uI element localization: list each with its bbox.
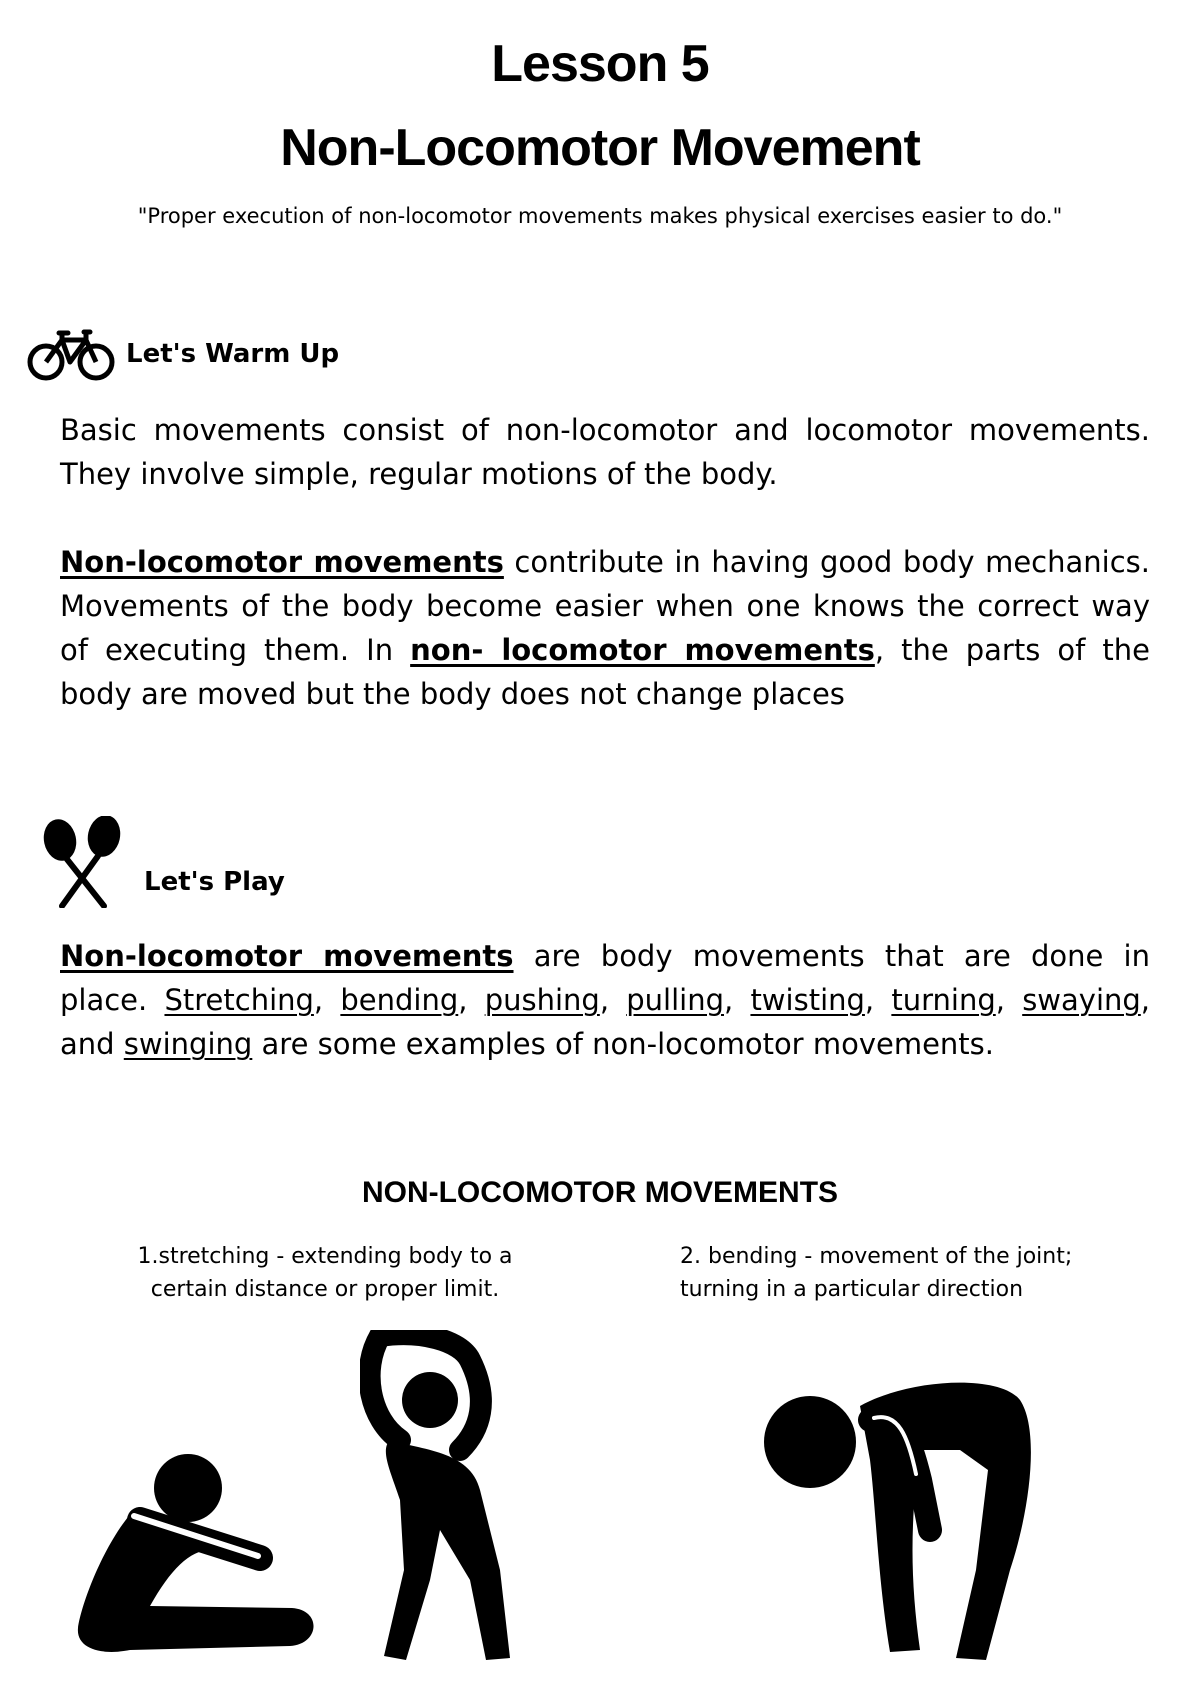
example-swinging: swinging bbox=[123, 1027, 253, 1061]
warm-up-text-2: , the parts of the body are moved but the body does not change places bbox=[60, 633, 1150, 711]
bicycle-icon bbox=[26, 324, 116, 384]
separator: , bbox=[458, 983, 485, 1017]
forward-bend-icon bbox=[760, 1370, 1050, 1670]
movement-item-stretching: 1.stretching - extending body to a certain distance or proper limit. bbox=[137, 1244, 513, 1302]
rackets-icon bbox=[40, 816, 126, 908]
separator: , and bbox=[60, 983, 1151, 1061]
separator: , bbox=[864, 983, 892, 1017]
example-stretching: Stretching bbox=[164, 983, 314, 1017]
movement-item-bending: 2. bending - movement of the joint; turning in a particular direction bbox=[680, 1244, 1073, 1302]
example-turning: turning bbox=[891, 983, 996, 1017]
term-non-locomotor-1: Non-locomotor movements bbox=[60, 545, 504, 579]
example-twisting: twisting bbox=[750, 983, 865, 1017]
example-swaying: swaying bbox=[1022, 983, 1141, 1017]
separator: , bbox=[313, 983, 341, 1017]
separator: , bbox=[599, 983, 627, 1017]
warm-up-paragraph-2 bbox=[60, 540, 1150, 716]
play-text-2: are some examples of non-locomotor movements. bbox=[252, 1027, 994, 1061]
movements-heading: NON-LOCOMOTOR MOVEMENTS bbox=[361, 1176, 839, 1209]
lesson-quote: "Proper execution of non-locomotor movements makes physical exercises easier to do." bbox=[137, 204, 1063, 228]
play-heading-text: Let's Play bbox=[144, 867, 285, 897]
example-bending: bending bbox=[340, 983, 459, 1017]
seated-stretch-icon bbox=[70, 1450, 330, 1660]
play-text-1: are body movements that are done in place. bbox=[60, 939, 1150, 1017]
warm-up-heading bbox=[26, 324, 339, 384]
play-heading bbox=[40, 816, 285, 908]
separator: , bbox=[724, 983, 751, 1017]
lesson-title: Lesson 5 bbox=[491, 35, 709, 93]
side-stretch-icon bbox=[360, 1330, 550, 1670]
term-non-locomotor-2: non- locomotor movements bbox=[410, 633, 875, 667]
separator: , bbox=[995, 983, 1023, 1017]
warm-up-paragraph-1: Basic movements consist of non-locomotor and locomotor movements. They involve simple, regular motions of the body. bbox=[60, 413, 1150, 491]
play-paragraph bbox=[60, 934, 1150, 1066]
topic-title: Non-Locomotor Movement bbox=[280, 119, 920, 177]
term-non-locomotor-3: Non-locomotor movements bbox=[60, 939, 514, 973]
warm-up-heading-text: Let's Warm Up bbox=[126, 339, 340, 369]
example-pushing: pushing bbox=[484, 983, 600, 1017]
example-pulling: pulling bbox=[626, 983, 724, 1017]
warm-up-text-1: contribute in having good body mechanics. Movements of the body become easier when one knows the correct way of executing them. In bbox=[60, 545, 1150, 667]
